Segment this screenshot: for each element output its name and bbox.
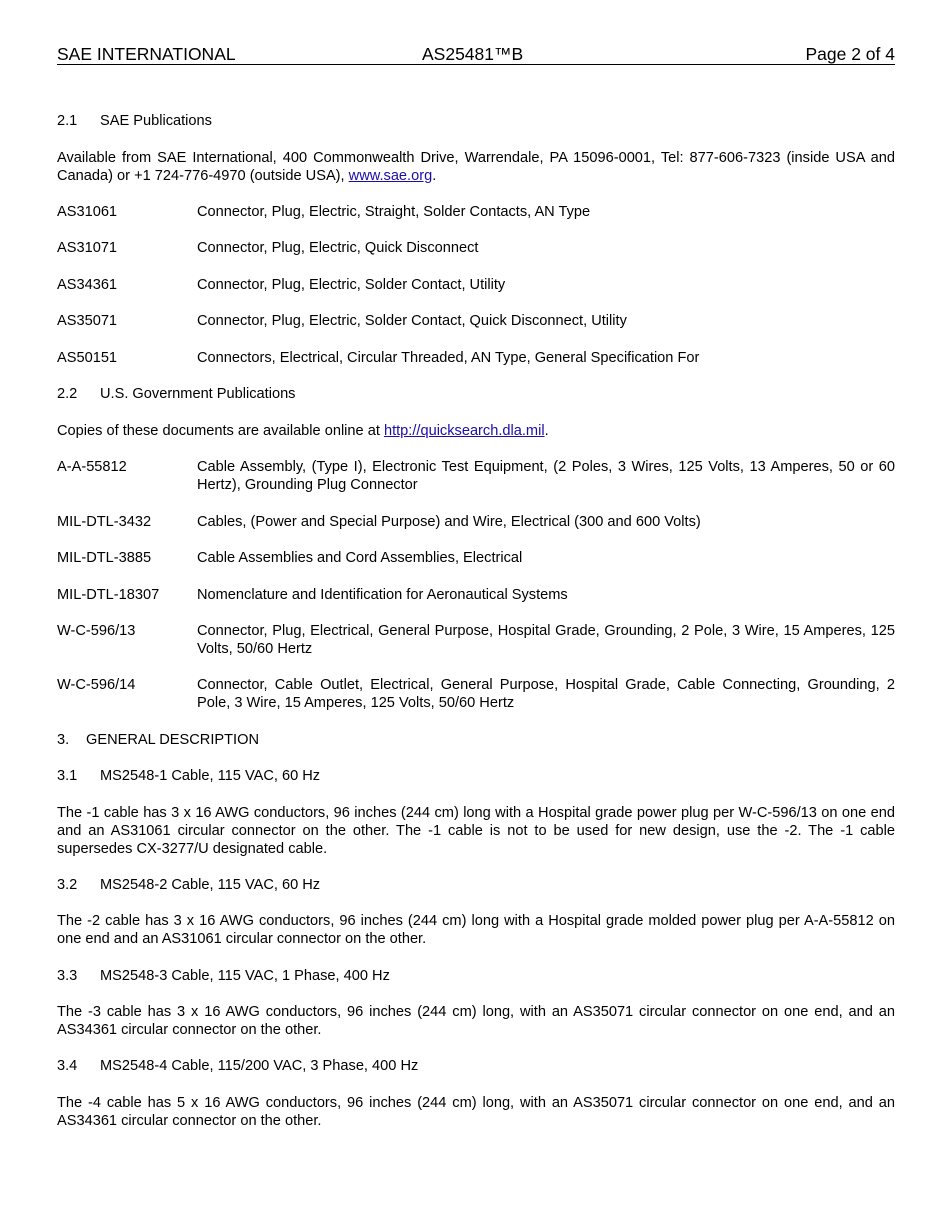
section-3-2-heading: 3.2 MS2548-2 Cable, 115 VAC, 60 Hz	[57, 877, 321, 893]
reference-code: AS34361	[57, 277, 118, 293]
reference-title: Connectors, Electrical, Circular Threaded, AN Type, General Specification For	[197, 350, 700, 366]
reference-title: Cables, (Power and Special Purpose) and Wire, Electrical (300 and 600 Volts)	[197, 514, 701, 530]
page-header	[57, 44, 895, 65]
reference-title: Connector, Plug, Electric, Straight, Solder Contacts, AN Type	[197, 204, 591, 220]
reference-code: W-C-596/14	[57, 677, 136, 693]
reference-title: Connector, Cable Outlet, Electrical, General Purpose, Hospital Grade, Cable Connecting, Grounding, 2 Pole, 3 Wire, 15 Amperes, 125 Volts, 50/60 Hertz	[197, 677, 895, 711]
reference-title: Nomenclature and Identification for Aeronautical Systems	[197, 587, 568, 603]
section-3-4-body: The -4 cable has 5 x 16 AWG conductors, 96 inches (244 cm) long, with an AS35071 circular connector on one end, and an AS34361 circular connector on the other.	[57, 1095, 895, 1129]
reference-title: Cable Assemblies and Cord Assemblies, Electrical	[197, 550, 523, 566]
reference-code: AS31061	[57, 204, 118, 220]
header-org: SAE INTERNATIONAL	[57, 44, 236, 64]
sae-website-link[interactable]: www.sae.org	[348, 168, 433, 184]
section-3-3-body: The -3 cable has 3 x 16 AWG conductors, 96 inches (244 cm) long, with an AS35071 circular connector on one end, and an AS34361 circular connector on the other.	[57, 1004, 895, 1038]
reference-code: AS31071	[57, 240, 118, 256]
section-2-2-heading: 2.2 U.S. Government Publications	[57, 386, 296, 402]
section-2-1-intro: Available from SAE International, 400 Commonwealth Drive, Warrendale, PA 15096-0001, Tel: 877-606-7323 (inside USA and Canada) or +1 724-776-4970 (outside USA), www.sae.org.	[57, 150, 895, 184]
reference-code: MIL-DTL-3432	[57, 514, 152, 530]
reference-title: Connector, Plug, Electric, Solder Contact, Quick Disconnect, Utility	[197, 313, 627, 329]
reference-code: MIL-DTL-3885	[57, 550, 152, 566]
header-page-number: Page 2 of 4	[805, 44, 895, 64]
section-2-1-heading: 2.1 SAE Publications	[57, 113, 212, 129]
section-3-1-body: The -1 cable has 3 x 16 AWG conductors, 96 inches (244 cm) long with a Hospital grade power plug per W-C-596/13 on one end and an AS31061 circular connector on the other. The -1 cable is not to be used for new design, use the -2. The -1 cable supersedes CX-3277/U designated cable.	[57, 805, 895, 857]
section-3-3-heading: 3.3 MS2548-3 Cable, 115 VAC, 1 Phase, 400 Hz	[57, 968, 390, 984]
section-3-4-heading: 3.4 MS2548-4 Cable, 115/200 VAC, 3 Phase, 400 Hz	[57, 1058, 419, 1074]
reference-title: Connector, Plug, Electrical, General Purpose, Hospital Grade, Grounding, 2 Pole, 3 Wire, 15 Amperes, 125 Volts, 50/60 Hertz	[197, 623, 895, 657]
reference-title: Cable Assembly, (Type I), Electronic Test Equipment, (2 Poles, 3 Wires, 125 Volts, 13 Amperes, 50 or 60 Hertz), Grounding Plug Connector	[197, 459, 895, 493]
reference-code: A-A-55812	[57, 459, 127, 475]
reference-code: AS35071	[57, 313, 118, 329]
dla-quicksearch-link[interactable]: http://quicksearch.dla.mil	[383, 423, 545, 439]
reference-title: Connector, Plug, Electric, Solder Contact, Utility	[197, 277, 506, 293]
section-2-2-intro: Copies of these documents are available online at http://quicksearch.dla.mil.	[57, 423, 549, 439]
reference-code: AS50151	[57, 350, 118, 366]
section-3-1-heading: 3.1 MS2548-1 Cable, 115 VAC, 60 Hz	[57, 768, 321, 784]
reference-code: MIL-DTL-18307	[57, 587, 160, 603]
section-3-heading: 3. GENERAL DESCRIPTION	[57, 732, 259, 748]
header-doc-number: AS25481™B	[422, 44, 524, 64]
reference-title: Connector, Plug, Electric, Quick Disconnect	[197, 240, 479, 256]
reference-code: W-C-596/13	[57, 623, 136, 639]
section-3-2-body: The -2 cable has 3 x 16 AWG conductors, 96 inches (244 cm) long with a Hospital grade molded power plug per A-A-55812 on one end and an AS31061 circular connector on the other.	[57, 913, 895, 947]
